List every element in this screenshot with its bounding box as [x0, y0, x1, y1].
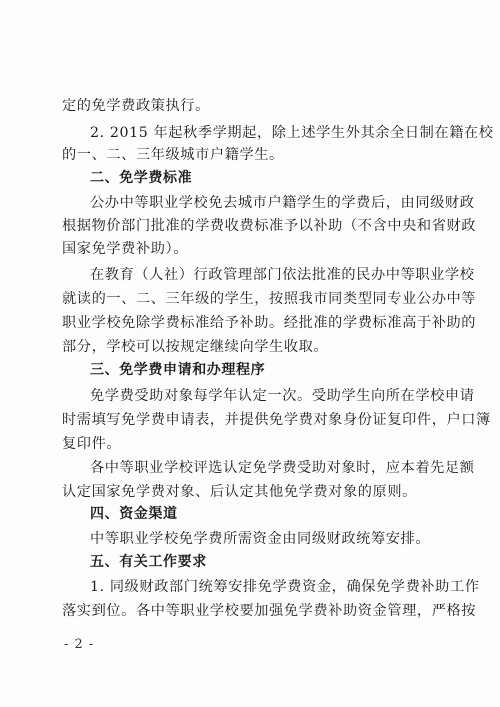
section-heading: 四、资金渠道 [90, 506, 178, 522]
body-line: 免学费受助对象每学年认定一次。受助学生向所在学校申请 [90, 388, 475, 404]
body-line: 2. 2015 年起秋季学期起，除上述学生外其余全日制在籍在校 [90, 125, 494, 141]
body-line: 定的免学费政策执行。 [62, 98, 210, 114]
body-line: 认定国家免学费对象、后认定其他免学费对象的原则。 [62, 484, 417, 500]
body-line: 中等职业学校免学费所需资金由同级财政统筹安排。 [90, 531, 431, 547]
body-line: 各中等职业学校评选认定免学费受助对象时，应本着先足额 [90, 460, 475, 476]
section-heading: 二、免学费标准 [90, 170, 193, 186]
body-line: 落实到位。各中等职业学校要加强免学费补助资金管理，严格按 [62, 603, 477, 619]
body-line: 的一、二、三年级城市户籍学生。 [62, 147, 284, 163]
body-line: 1. 同级财政部门统筹安排免学费资金，确保免学费补助工作 [90, 579, 480, 595]
section-heading: 三、免学费申请和办理程序 [90, 362, 266, 378]
section-heading: 五、有关工作要求 [90, 554, 207, 570]
body-line: 就读的一、二、三年级的学生，按照我市同类型同专业公办中等 [62, 291, 477, 307]
body-line: 国家免学费补助）。 [62, 241, 188, 257]
body-line: 公办中等职业学校免去城市户籍学生的学费后，由同级财政 [90, 195, 475, 211]
body-line: 部分，学校可以按规定继续向学生收取。 [62, 339, 329, 355]
body-line: 根据物价部门批准的学费收费标准予以补助（不含中央和省财政 [62, 218, 477, 234]
body-line: 时需填写免学费申请表，并提供免学费对象身份证复印件，户口簿 [62, 412, 491, 428]
body-line: 复印件。 [62, 436, 122, 452]
body-line: 职业学校免除学费标准给予补助。经批准的学费标准高于补助的 [62, 315, 477, 331]
body-line: 在教育（人社）行政管理部门依法批准的民办中等职业学校 [90, 267, 475, 283]
page-number: - 2 - [64, 637, 95, 652]
